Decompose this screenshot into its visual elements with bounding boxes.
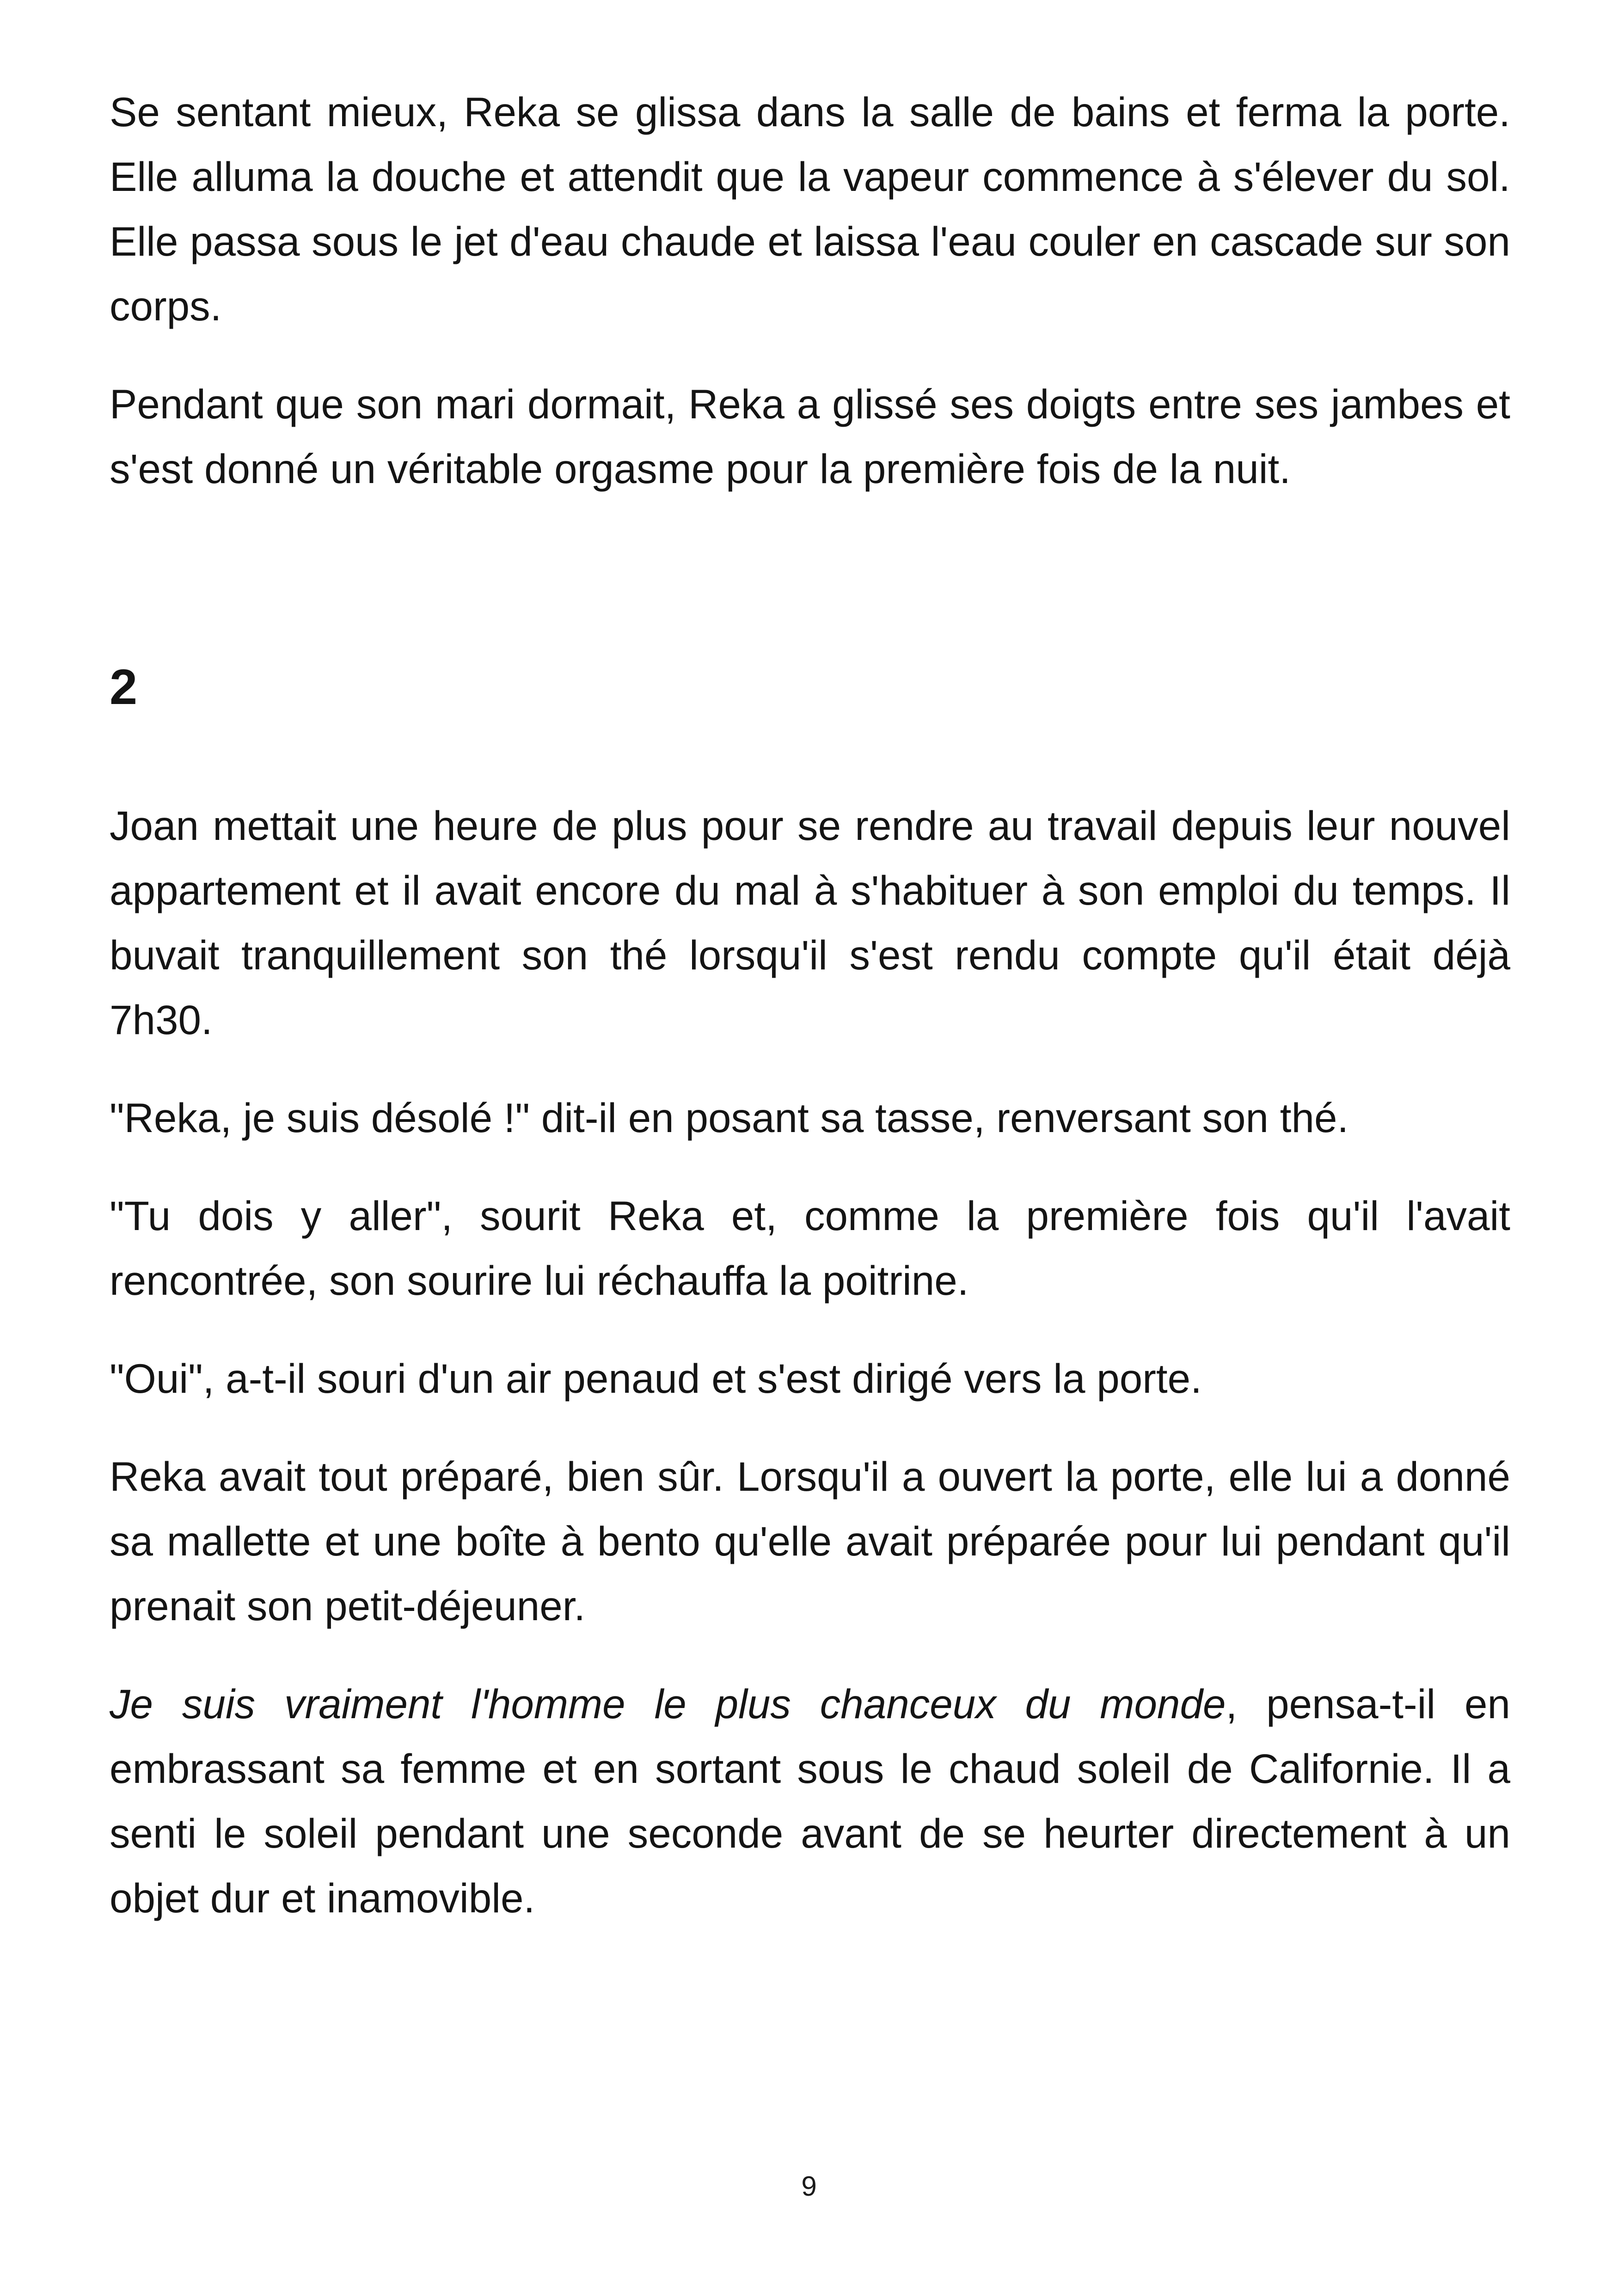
paragraph-husband-sleeping: Pendant que son mari dormait, Reka a glissé ses doigts entre ses jambes et s'est donné un véritable orgasme pour la première fois de la nuit. <box>110 381 1510 492</box>
paragraph-shower: Se sentant mieux, Reka se glissa dans la salle de bains et ferma la porte. Elle alluma la douche et attendit que la vapeur commence à s'élever du sol. Elle passa sous le jet d'eau chaude et laissa l'eau couler en cascade sur son corps. <box>110 89 1510 329</box>
italic-thought: Je suis vraiment l'homme le plus chanceux du monde <box>110 1681 1226 1727</box>
paragraph-tu-dois-y-aller: "Tu dois y aller", sourit Reka et, comme la première fois qu'il l'avait rencontrée, son sourire lui réchauffa la poitrine. <box>110 1193 1510 1304</box>
paragraph-reka-prepared: Reka avait tout préparé, bien sûr. Lorsqu'il a ouvert la porte, elle lui a donné sa mallette et une boîte à bento qu'elle avait préparée pour lui pendant qu'il prenait son petit-déjeuner. <box>110 1453 1510 1629</box>
chapter-heading: 2 <box>110 659 138 715</box>
page-number: 9 <box>801 2171 817 2202</box>
page-body <box>110 80 1510 1964</box>
paragraph-joan-commute: Joan mettait une heure de plus pour se rendre au travail depuis leur nouvel appartement et il avait encore du mal à s'habituer à son emploi du temps. Il buvait tranquillement son thé lorsqu'il s'est rendu compte qu'il était déjà 7h30. <box>110 802 1510 1043</box>
paragraph-luckiest-man-rest: , pensa-t-il en embrassant sa femme et en sortant sous le chaud soleil de Californie. Il a senti le soleil pendant une seconde avant de se heurter directement à un objet dur et inamovible. <box>110 1681 1510 1921</box>
paragraph-luckiest-man <box>110 1671 1510 1930</box>
paragraph-oui: "Oui", a-t-il souri d'un air penaud et s'est dirigé vers la porte. <box>110 1355 1202 1402</box>
paragraph-reka-sorry: "Reka, je suis désolé !" dit-il en posant sa tasse, renversant son thé. <box>110 1095 1349 1141</box>
